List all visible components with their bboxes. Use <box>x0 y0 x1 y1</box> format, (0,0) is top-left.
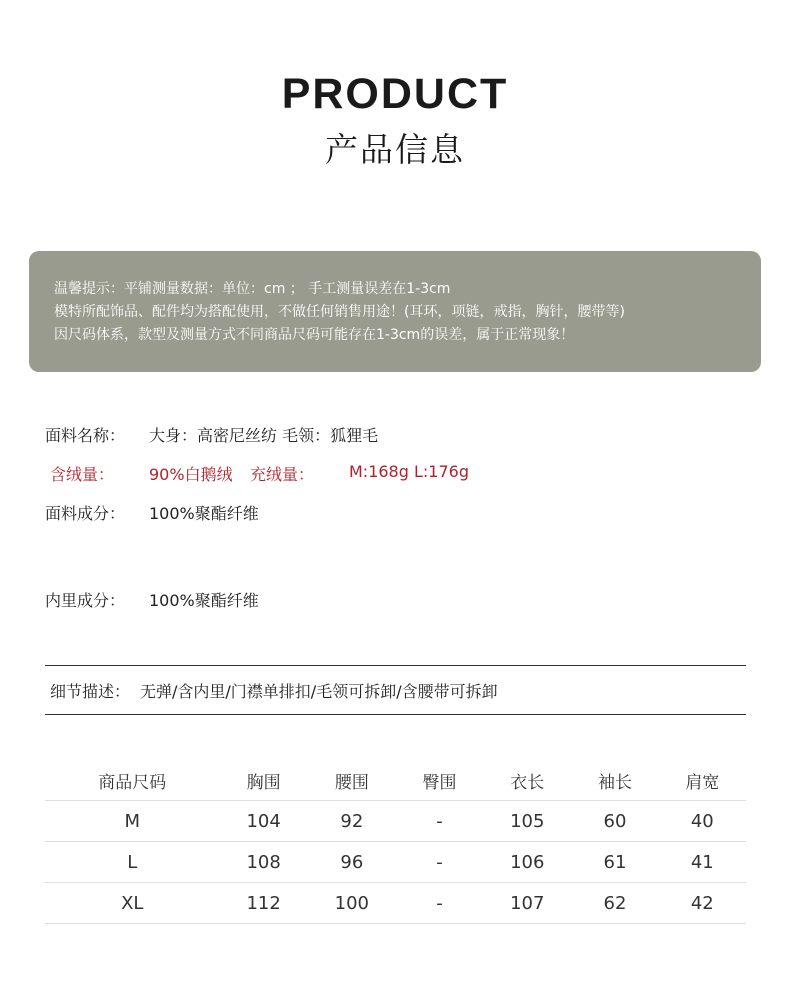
detail-value: 无弹/含内里/门襟单排扣/毛领可拆卸/含腰带可拆卸 <box>140 682 498 701</box>
table-cell: 40 <box>659 801 746 842</box>
table-cell: 92 <box>308 801 396 842</box>
fabric-composition-value: 100%聚酯纤维 <box>149 504 259 523</box>
table-cell: 107 <box>483 883 571 924</box>
notice-box <box>29 251 761 372</box>
table-cell: - <box>396 801 483 842</box>
table-cell: 105 <box>483 801 571 842</box>
table-row <box>45 801 746 842</box>
size-table <box>45 760 746 924</box>
table-cell: L <box>45 842 220 883</box>
notice-line: 温馨提示：平铺测量数据：单位：cm ； 手工测量误差在1-3cm <box>54 281 451 297</box>
page-title-en: PRODUCT <box>281 70 509 118</box>
fabric-name-label: 面料名称： <box>45 426 126 445</box>
detail-row <box>50 679 498 702</box>
fabric-composition-label: 面料成分： <box>45 504 126 523</box>
table-cell: 112 <box>220 883 308 924</box>
table-cell: M <box>45 801 220 842</box>
page-title-cn: 产品信息 <box>325 130 465 169</box>
table-cell: - <box>396 842 483 883</box>
header-sleeve: 袖长 <box>571 760 658 801</box>
header-shoulder: 肩宽 <box>659 760 746 801</box>
table-cell: 100 <box>308 883 396 924</box>
down-content-label: 含绒量： <box>50 465 115 484</box>
table-row <box>45 842 746 883</box>
notice-line: 因尺码体系，款型及测量方式不同商品尺码可能存在1-3cm的误差，属于正常现象！ <box>54 327 575 343</box>
header-length: 衣长 <box>483 760 571 801</box>
header-waist: 腰围 <box>308 760 396 801</box>
size-table-header <box>45 760 746 801</box>
table-cell: 96 <box>308 842 396 883</box>
detail-label: 细节描述： <box>50 682 131 701</box>
table-cell: 60 <box>571 801 658 842</box>
fill-weight-value: M:168g L:176g <box>349 462 469 481</box>
table-row <box>45 883 746 924</box>
table-cell: 61 <box>571 842 658 883</box>
down-content-value: 90%白鹅绒 <box>149 465 233 484</box>
divider-bottom <box>45 714 746 715</box>
lining-composition-label: 内里成分： <box>45 591 126 610</box>
notice-line: 模特所配饰品、配件均为搭配使用，不做任何销售用途！(耳环，项链，戒指，胸针，腰带等) <box>54 304 625 320</box>
table-cell: 62 <box>571 883 658 924</box>
table-cell: 106 <box>483 842 571 883</box>
table-cell: - <box>396 883 483 924</box>
lining-composition-value: 100%聚酯纤维 <box>149 591 259 610</box>
table-cell: 42 <box>659 883 746 924</box>
table-cell: XL <box>45 883 220 924</box>
header-hip: 臀围 <box>396 760 483 801</box>
table-cell: 104 <box>220 801 308 842</box>
header-chest: 胸围 <box>220 760 308 801</box>
fabric-name-value: 大身：高密尼丝纺 毛领：狐狸毛 <box>149 426 379 445</box>
divider-top <box>45 665 746 666</box>
fill-weight-label: 充绒量： <box>250 465 315 484</box>
table-cell: 108 <box>220 842 308 883</box>
table-cell: 41 <box>659 842 746 883</box>
header-size: 商品尺码 <box>45 760 220 801</box>
